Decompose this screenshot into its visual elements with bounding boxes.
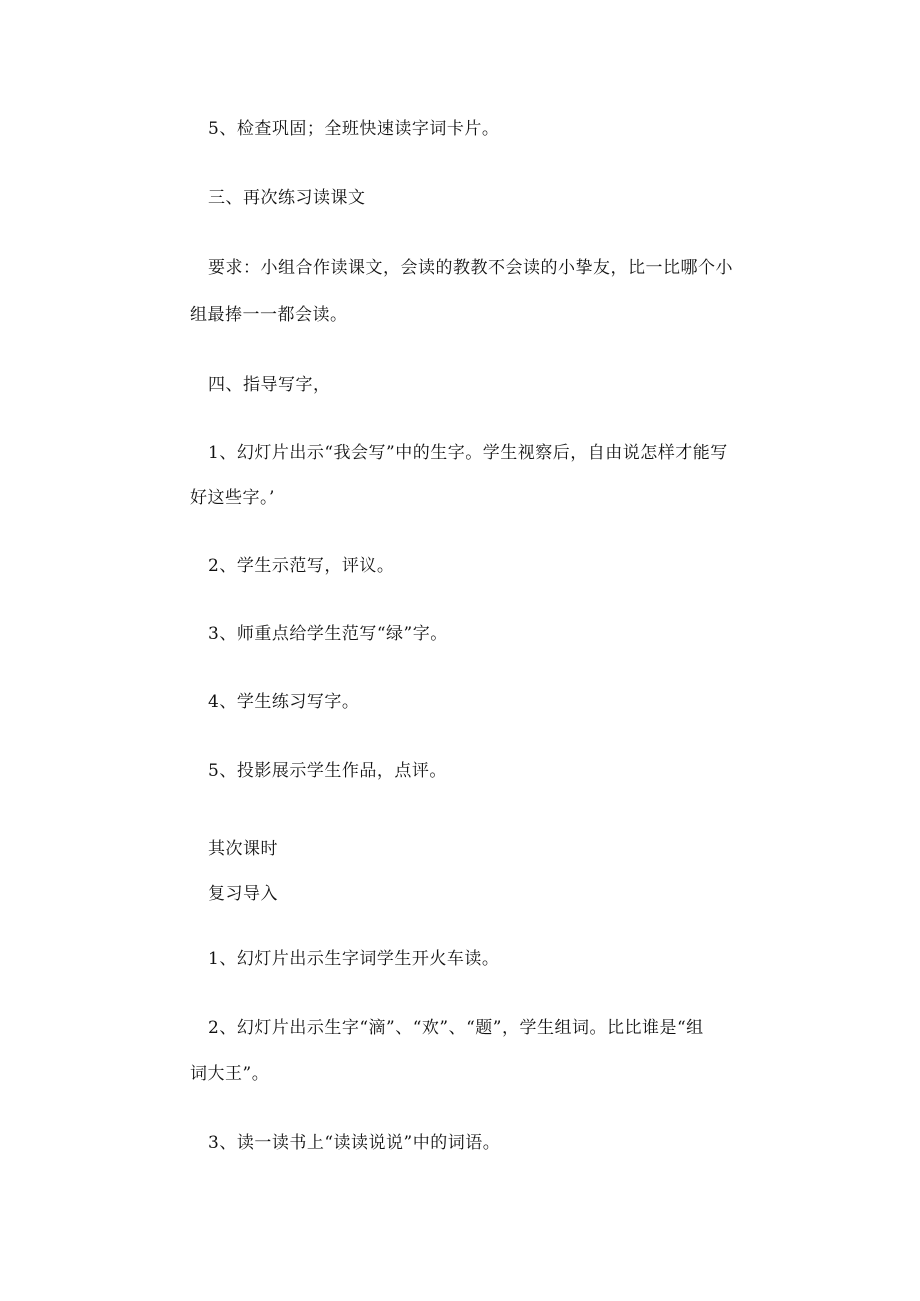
section-heading: 复习导入 — [208, 884, 278, 904]
section-heading: 其次课时 — [208, 839, 278, 859]
text-line: 要求：小组合作读课文，会读的教教不会读的小挚友，比一比哪个小 — [208, 258, 733, 278]
text-line: 组最捧一一都会读。 — [190, 305, 348, 325]
section-heading: 三、再次练习读课文 — [208, 188, 366, 208]
text-line: 5、投影展示学生作品，点评。 — [208, 761, 447, 781]
section-heading: 四、指导写字， — [208, 375, 331, 395]
text-line: 4、学生练习写字。 — [208, 692, 360, 712]
text-line: 词大王”。 — [190, 1064, 270, 1084]
text-line: 2、幻灯片出示生字“滴”、“欢”、“题”，学生组词。比比谁是“组 — [208, 1018, 704, 1038]
text-line: 1、幻灯片出示“我会写”中的生字。学生视察后，自由说怎样才能写 — [208, 443, 728, 463]
text-line: 3、读一读书上“读读说说”中的词语。 — [208, 1133, 501, 1153]
text-line: 2、学生示范写，评议。 — [208, 556, 395, 576]
text-line: 3、师重点给学生范写“绿”字。 — [208, 624, 448, 644]
text-line: 好这些字。’ — [190, 488, 275, 508]
text-line: 1、幻灯片出示生字词学生开火车读。 — [208, 949, 500, 969]
text-line: 5、检查巩固；全班快速读字词卡片。 — [208, 119, 500, 139]
